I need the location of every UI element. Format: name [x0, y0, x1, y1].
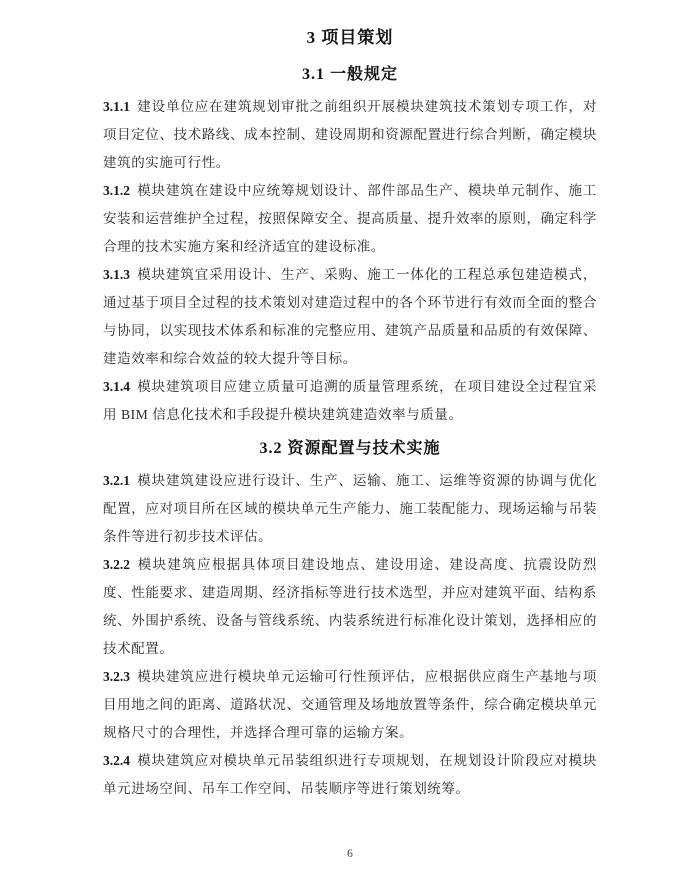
clause-3-2-4	[103, 747, 597, 803]
clause-3-2-3	[103, 663, 597, 747]
clause-3-1-1	[103, 93, 597, 177]
clause-3-1-2	[103, 177, 597, 261]
section-heading-3-2: 3.2 资源配置与技术实施	[259, 440, 441, 457]
clause-3-2-2	[103, 551, 597, 663]
clause-3-1-3	[103, 261, 597, 373]
clause-text: 模块建筑宜采用设计、生产、采购、施工一体化的工程总承包建造模式，通过基于项目全过程的技术策划对建造过程中的各个环节进行有效而全面的整合与协同，以实现技术体系和标准的完整应用、建筑产品质量和品质的有效保障、建造效率和综合效益的较大提升等目标。	[103, 267, 597, 366]
clause-number: 3.1.4	[103, 379, 130, 394]
document-content	[103, 27, 597, 803]
clause-text: 模块建筑在建设中应统筹规划设计、部件部品生产、模块单元制作、施工安装和运营维护全过程，按照保障安全、提高质量、提升效率的原则，确定科学合理的技术实施方案和经济适宜的建设标准。	[103, 183, 597, 254]
clause-text: 模块建筑建设应进行设计、生产、运输、施工、运维等资源的协调与优化配置，应对项目所在区域的模块单元生产能力、施工装配能力、现场运输与吊装条件等进行初步技术评估。	[103, 473, 597, 544]
clause-number: 3.1.2	[103, 183, 130, 198]
section-heading-3-1: 3.1 一般规定	[301, 66, 398, 83]
clause-text: 模块建筑应进行模块单元运输可行性预评估，应根据供应商生产基地与项目用地之间的距离、道路状况、交通管理及场地放置等条件，综合确定模块单元规格尺寸的合理性，并选择合理可靠的运输方案。	[103, 669, 597, 740]
clause-text: 模块建筑项目应建立质量可追溯的质量管理系统，在项目建设全过程宜采用 BIM 信息化技术和手段提升模块建筑建造效率与质量。	[103, 379, 597, 422]
clause-number: 3.2.3	[103, 669, 130, 684]
clause-text: 模块建筑应根据具体项目建设地点、建设用途、建设高度、抗震设防烈度、性能要求、建造周期、经济指标等进行技术选型，并应对建筑平面、结构系统、外围护系统、设备与管线系统、内装系统进行标准化设计策划，选择相应的技术配置。	[103, 557, 597, 656]
clause-number: 3.2.4	[103, 753, 130, 768]
clause-number: 3.1.1	[103, 99, 130, 114]
clause-text: 建设单位应在建筑规划审批之前组织开展模块建筑技术策划专项工作，对项目定位、技术路线、成本控制、建设周期和资源配置进行综合判断，确定模块建筑的实施可行性。	[103, 99, 597, 170]
clause-3-2-1	[103, 467, 597, 551]
clause-number: 3.1.3	[103, 267, 130, 282]
chapter-title: 3 项目策划	[306, 28, 394, 47]
page-number: 6	[347, 848, 353, 860]
clause-3-1-4	[103, 373, 597, 429]
clause-number: 3.2.2	[103, 557, 130, 572]
clause-text: 模块建筑应对模块单元吊装组织进行专项规划，在规划设计阶段应对模块单元进场空间、吊车工作空间、吊装顺序等进行策划统筹。	[103, 753, 597, 796]
clause-number: 3.2.1	[103, 473, 130, 488]
